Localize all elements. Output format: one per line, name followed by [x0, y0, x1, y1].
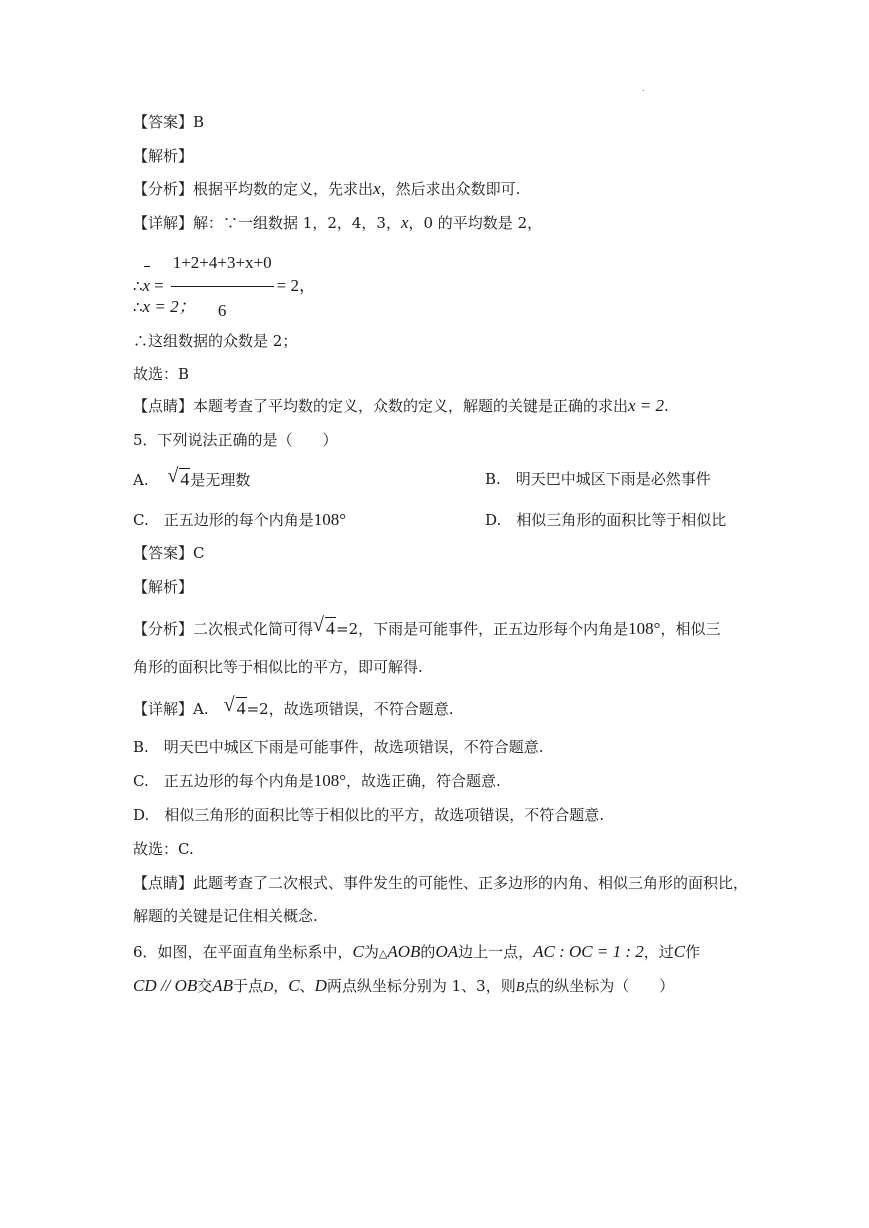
q5-detail-d: D. 相似三角形的面积比等于相似比的平方，故选项错误，不符合题意.	[133, 806, 605, 824]
q5-detail-c-text-a: C. 正五边形的每个内角是	[133, 772, 314, 790]
therefore-symbol-2: ∴	[133, 298, 143, 316]
q5-analysis-line-2: 角形的面积比等于相似比的平方，即可解得.	[133, 658, 423, 676]
q4-detail-var: x	[400, 213, 409, 232]
radical-icon: √	[167, 465, 179, 487]
q5-detail-text-a: 【详解】A.	[133, 700, 224, 718]
q5-analysis	[133, 614, 721, 640]
q6-text-10: 、	[299, 977, 315, 995]
triangle-aob: AOB	[387, 942, 421, 961]
q4-choice: 故选：B	[133, 365, 190, 383]
q6-text-11: 两点纵坐标分别为 1、3，则	[326, 977, 516, 995]
x-equals-2: x = 2；	[142, 297, 196, 316]
sqrt-4	[167, 465, 190, 490]
equals-sign: =	[154, 276, 164, 295]
q5-analysis-text-c: ，相似三	[660, 620, 721, 638]
ratio-ac-oc: AC : OC = 1 : 2	[533, 942, 644, 961]
q5-detail-c-text-b: ，故选正确，符合题意.	[346, 772, 501, 790]
q5-detail	[133, 694, 454, 720]
segment-ab: AB	[212, 976, 234, 995]
q5-choice: 故选：C.	[133, 840, 194, 858]
option-c-text: C. 正五边形的每个内角是	[133, 511, 314, 529]
q5-detail-b: B. 明天巴中城区下雨是可能事件，故选项错误，不符合题意.	[133, 738, 544, 756]
q5-comment-1: 【点睛】此题考查了二次根式、事件发生的可能性、正多边形的内角、相似三角形的面积比，	[133, 874, 749, 892]
sqrt-4	[223, 694, 247, 719]
q6-text-5: ，过	[643, 943, 674, 961]
q4-comment-text: 【点睛】本题考查了平均数的定义，众数的定义，解题的关键是正确的求出	[133, 397, 629, 415]
q5-option-b: B. 明天巴中城区下雨是必然事件	[485, 470, 711, 488]
q4-analysis	[133, 178, 520, 200]
triangle-icon: △	[378, 947, 388, 960]
therefore-symbol: ∴	[133, 277, 143, 295]
point-d: D	[263, 980, 274, 995]
q5-option-d: D. 相似三角形的面积比等于相似比	[485, 511, 727, 529]
q4-comment-equation: x = 2	[628, 396, 665, 415]
q6-text-4: 边上一点，	[458, 943, 534, 961]
q4-analysis-text-a: 【分析】根据平均数的定义，先求出	[133, 180, 374, 198]
sqrt-4	[313, 614, 336, 639]
q4-detail-text-b: ，0 的平均数是 2，	[408, 214, 543, 232]
q4-comment-end: .	[664, 397, 669, 415]
q4-answer: 【答案】B	[133, 113, 205, 131]
equation-result: = 2，	[276, 276, 316, 295]
q5-answer: 【答案】C	[133, 544, 205, 562]
fraction-numerator: 1+2+4+3+x+0	[171, 241, 274, 287]
q4-analysis-var: x	[373, 179, 381, 198]
point-c-3: C	[288, 976, 300, 995]
q4-analysis-text-b: ，然后求出众数即可.	[380, 180, 521, 198]
q4-mode-line: ∴这组数据的众数是 2；	[133, 332, 298, 350]
q5-analysis-text-b: =2，下雨是可能事件，正五边形每个内角是	[336, 620, 629, 638]
q5-stem: 5．下列说法正确的是（ ）	[133, 431, 338, 449]
parallel-symbol: //	[156, 976, 175, 995]
q5-detail-text-b: =2，故选项错误，不符合题意.	[246, 700, 454, 718]
q5-analysis-value: 108°	[628, 619, 661, 638]
q5-detail-c-value: 108°	[313, 771, 347, 790]
side-oa: OA	[435, 942, 459, 961]
q4-detail-text-a: 【详解】解：∵一组数据 1，2，4，3，	[133, 214, 401, 232]
q6-text-6: 作	[685, 943, 701, 961]
q6-text-9: ，	[273, 977, 289, 995]
radical-icon: √	[313, 614, 324, 636]
radicand: 4	[326, 618, 336, 638]
radicand: 4	[236, 698, 246, 718]
point-c-2: C	[673, 942, 686, 961]
q6-stem-line-2	[133, 975, 674, 999]
q4-comment	[133, 395, 669, 417]
q6-text-12: 点的纵坐标为（ ）	[524, 977, 675, 995]
q6-text-1: 6．如图，在平面直角坐标系中，	[133, 943, 353, 961]
point-b: B	[515, 980, 525, 995]
q6-text-3: 的	[420, 943, 436, 961]
header-dot: .	[642, 84, 645, 93]
q6-text-8: 于点	[233, 977, 264, 995]
segment-cd: CD	[133, 976, 157, 995]
segment-ob: OB	[174, 976, 198, 995]
q5-analysis-text-a: 【分析】二次根式化简可得	[133, 620, 314, 638]
q4-mean-equation	[133, 241, 316, 333]
q4-detail	[133, 212, 542, 234]
q4-x-value	[133, 296, 196, 318]
q5-comment-2: 解题的关键是记住相关概念.	[133, 907, 318, 925]
point-c: C	[352, 942, 364, 961]
mean-fraction	[171, 241, 274, 333]
q5-option-c	[133, 509, 346, 531]
q6-text-2: 为	[363, 943, 379, 961]
x-bar: x	[143, 264, 151, 308]
q6-text-7: 交	[197, 977, 213, 995]
q5-analysis-heading: 【解析】	[133, 578, 194, 596]
fraction-denominator: 6	[217, 301, 227, 320]
option-c-value: 108°	[313, 510, 347, 529]
radicand: 4	[180, 469, 190, 489]
radical-icon: √	[223, 694, 235, 716]
point-d-2: D	[314, 976, 327, 995]
q5-option-a	[133, 465, 251, 491]
q5-detail-c	[133, 770, 501, 792]
q4-analysis-heading: 【解析】	[133, 147, 194, 165]
option-a-label: A.	[133, 471, 149, 489]
q6-stem-line-1	[133, 941, 700, 965]
option-a-text: 是无理数	[190, 471, 251, 489]
